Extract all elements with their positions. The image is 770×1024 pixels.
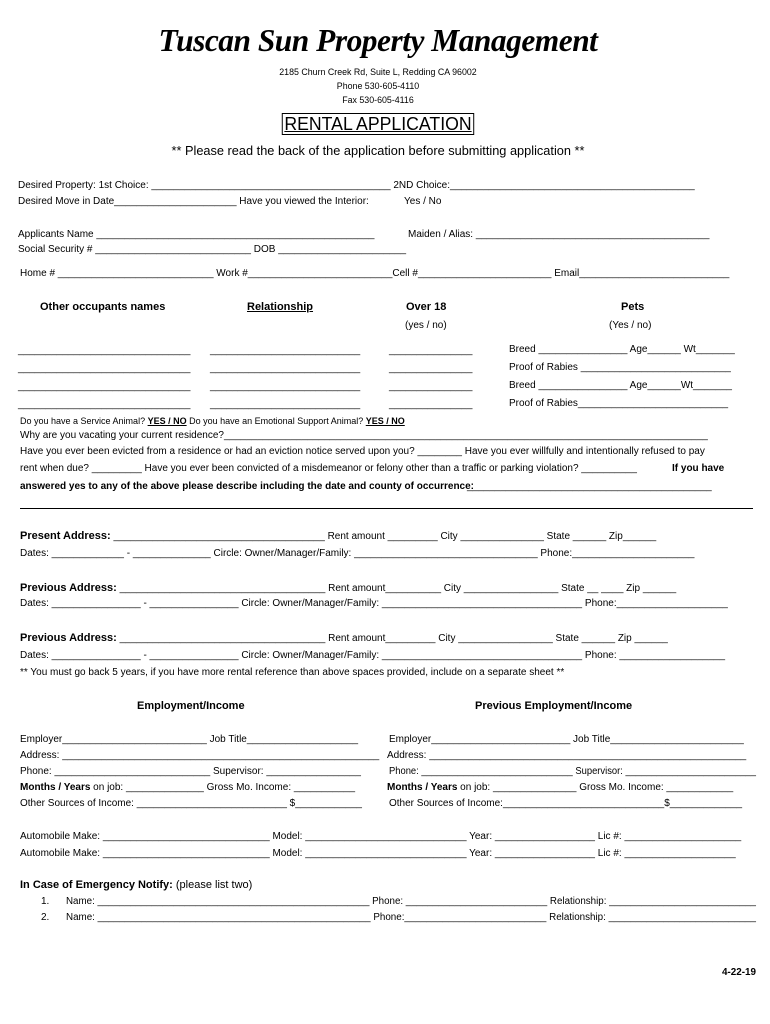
previous-dates-row-2[interactable]: Dates: ________________ - ________________ Circle: Owner/Manager/Family: ____________________________________ Phone: ___________________	[20, 650, 726, 661]
five-years-note: ** You must go back 5 years, if you have more rental reference than above spaces provided, include on a separate sheet **	[20, 667, 565, 678]
occupant-relationship-line[interactable]: ___________________________	[210, 363, 361, 374]
pets-header: Pets	[621, 301, 645, 313]
eviction-question[interactable]: Have you ever been evicted from a residence or had an eviction notice served upon you? ________ Have you ever willfully and intentionally refused to pay	[20, 446, 705, 457]
contact-phones-field[interactable]: Home # ____________________________ Work #__________________________Cell #________________________ Email___________________________	[20, 268, 730, 279]
previous-dates-row[interactable]: Dates: ________________ - ________________ Circle: Owner/Manager/Family: ____________________________________ Phone:____________________	[20, 598, 728, 609]
employment-header: Employment/Income	[137, 700, 245, 712]
employer-field[interactable]: Employer__________________________ Job Title____________________	[20, 734, 359, 745]
emergency-contact-1[interactable]: Name: __________________________________________________ Phone: __________________________ Relationship: ___________________________	[66, 896, 756, 907]
present-address-row[interactable]: Present Address: ______________________________________ Rent amount _________ City _______________ State ______ Zip______	[20, 530, 657, 542]
emergency-contact-2[interactable]: Name: __________________________________________________ Phone:__________________________ Relationship: ___________________________	[66, 912, 756, 923]
automobile-field-2[interactable]: Automobile Make: ______________________________ Model: _____________________________ Year: __________________ Lic #: ____________________	[20, 848, 736, 859]
describe-occurrence-field[interactable]: ____________________________________________	[467, 481, 712, 492]
employer-address-field[interactable]: Address: _________________________________________________________	[20, 750, 380, 761]
other-income-field[interactable]: Other Sources of Income: ___________________________ $____________	[20, 798, 362, 809]
rent-conviction-question[interactable]: rent when due? _________ Have you ever been convicted of a misdemeanor or felony other than a traffic or parking violation? __________	[20, 463, 637, 474]
prev-employer-phone-field[interactable]: Phone: _____________________________ Supervisor: _________________________	[389, 766, 757, 777]
emergency-header: In Case of Emergency Notify: (please list two)	[20, 879, 253, 891]
occupant-relationship-line[interactable]: ___________________________	[210, 399, 361, 410]
revision-date: 4-22-19	[722, 967, 756, 978]
previous-address-row-2[interactable]: Previous Address: _____________________________________ Rent amount_________ City _________________ State ______ Zip ______	[20, 632, 668, 644]
emergency-number-2: 2.	[41, 912, 50, 923]
occupant-over18-line[interactable]: _______________	[389, 345, 473, 356]
pet-breed-field[interactable]: Breed ________________ Age______Wt_______	[509, 380, 732, 391]
occupant-over18-line[interactable]: _______________	[389, 399, 473, 410]
pet-breed-field[interactable]: Breed ________________ Age______ Wt_______	[509, 344, 735, 355]
previous-address-row[interactable]: Previous Address: _____________________________________ Rent amount__________ City _________________ State __ ____ Zip ______	[20, 582, 677, 594]
occupant-relationship-line[interactable]: ___________________________	[210, 381, 361, 392]
occupant-name-line[interactable]: _______________________________	[18, 381, 191, 392]
automobile-field[interactable]: Automobile Make: ______________________________ Model: _____________________________ Year: __________________ Lic #: _____________________	[20, 831, 742, 842]
prev-other-income-field[interactable]: Other Sources of Income:_____________________________$_____________	[389, 798, 743, 809]
previous-employment-header: Previous Employment/Income	[475, 700, 633, 712]
ssn-dob-field[interactable]: Social Security # ____________________________ DOB _______________________	[18, 244, 407, 255]
vacating-reason-field[interactable]: Why are you vacating your current residence?_______________________________________________________________________________________	[20, 430, 708, 441]
company-address: 2185 Churn Creek Rd, Suite L, Redding CA 96002	[279, 67, 477, 77]
occupant-name-line[interactable]: _______________________________	[18, 345, 191, 356]
prev-employer-address-field[interactable]: Address: _________________________________________________________	[387, 750, 747, 761]
service-animal-options[interactable]: YES / NO	[147, 416, 187, 426]
occupant-name-line[interactable]: _______________________________	[18, 399, 191, 410]
present-dates-row[interactable]: Dates: _____________ - ______________ Circle: Owner/Manager/Family: _________________________________ Phone:______________________	[20, 548, 695, 559]
maiden-alias-field[interactable]: Maiden / Alias: __________________________________________	[408, 229, 710, 240]
occupant-over18-line[interactable]: _______________	[389, 381, 473, 392]
relationship-header: Relationship	[247, 301, 314, 313]
notice: ** Please read the back of the application before submitting application **	[171, 143, 585, 158]
describe-extra-line[interactable]	[20, 508, 753, 509]
pets-subheader: (Yes / no)	[609, 320, 652, 331]
viewed-interior-yes-no[interactable]: Yes / No	[404, 196, 442, 207]
company-phone: Phone 530-605-4110	[336, 81, 420, 91]
if-you-have-text: If you have	[672, 463, 725, 474]
months-years-field[interactable]: Months / Years on job: ______________ Gross Mo. Income: ___________	[20, 782, 356, 793]
company-title: Tuscan Sun Property Management	[158, 22, 598, 58]
service-animal-question: Do you have a Service Animal? YES / NO Do you have an Emotional Support Animal? YES / NO	[20, 416, 405, 426]
occupant-relationship-line[interactable]: ___________________________	[210, 345, 361, 356]
describe-occurrence-label: answered yes to any of the above please describe including the date and county of occurrence:	[20, 481, 475, 492]
esa-options[interactable]: YES / NO	[365, 416, 405, 426]
form-title: RENTAL APPLICATION	[0, 114, 756, 135]
over18-header: Over 18	[406, 301, 447, 313]
applicant-name-field[interactable]: Applicants Name __________________________________________________	[18, 229, 375, 240]
prev-employer-field[interactable]: Employer_________________________ Job Title________________________	[389, 734, 744, 745]
pet-rabies-field[interactable]: Proof of Rabies___________________________	[509, 398, 729, 409]
occupant-over18-line[interactable]: _______________	[389, 363, 473, 374]
desired-property-field[interactable]: Desired Property: 1st Choice: ___________________________________________ 2ND Choice:____________________________________________	[18, 180, 695, 191]
pet-rabies-field[interactable]: Proof of Rabies ___________________________	[509, 362, 731, 373]
over18-subheader: (yes / no)	[405, 320, 447, 331]
move-in-date-field[interactable]: Desired Move in Date______________________ Have you viewed the Interior:	[18, 196, 369, 207]
company-fax: Fax 530-605-4116	[342, 95, 414, 105]
occupant-name-line[interactable]: _______________________________	[18, 363, 191, 374]
prev-months-years-field[interactable]: Months / Years on job: _______________ Gross Mo. Income: ____________	[387, 782, 734, 793]
occupants-names-header: Other occupants names	[40, 301, 166, 313]
employer-phone-field[interactable]: Phone: ____________________________ Supervisor: _________________	[20, 766, 361, 777]
emergency-number-1: 1.	[41, 896, 50, 907]
